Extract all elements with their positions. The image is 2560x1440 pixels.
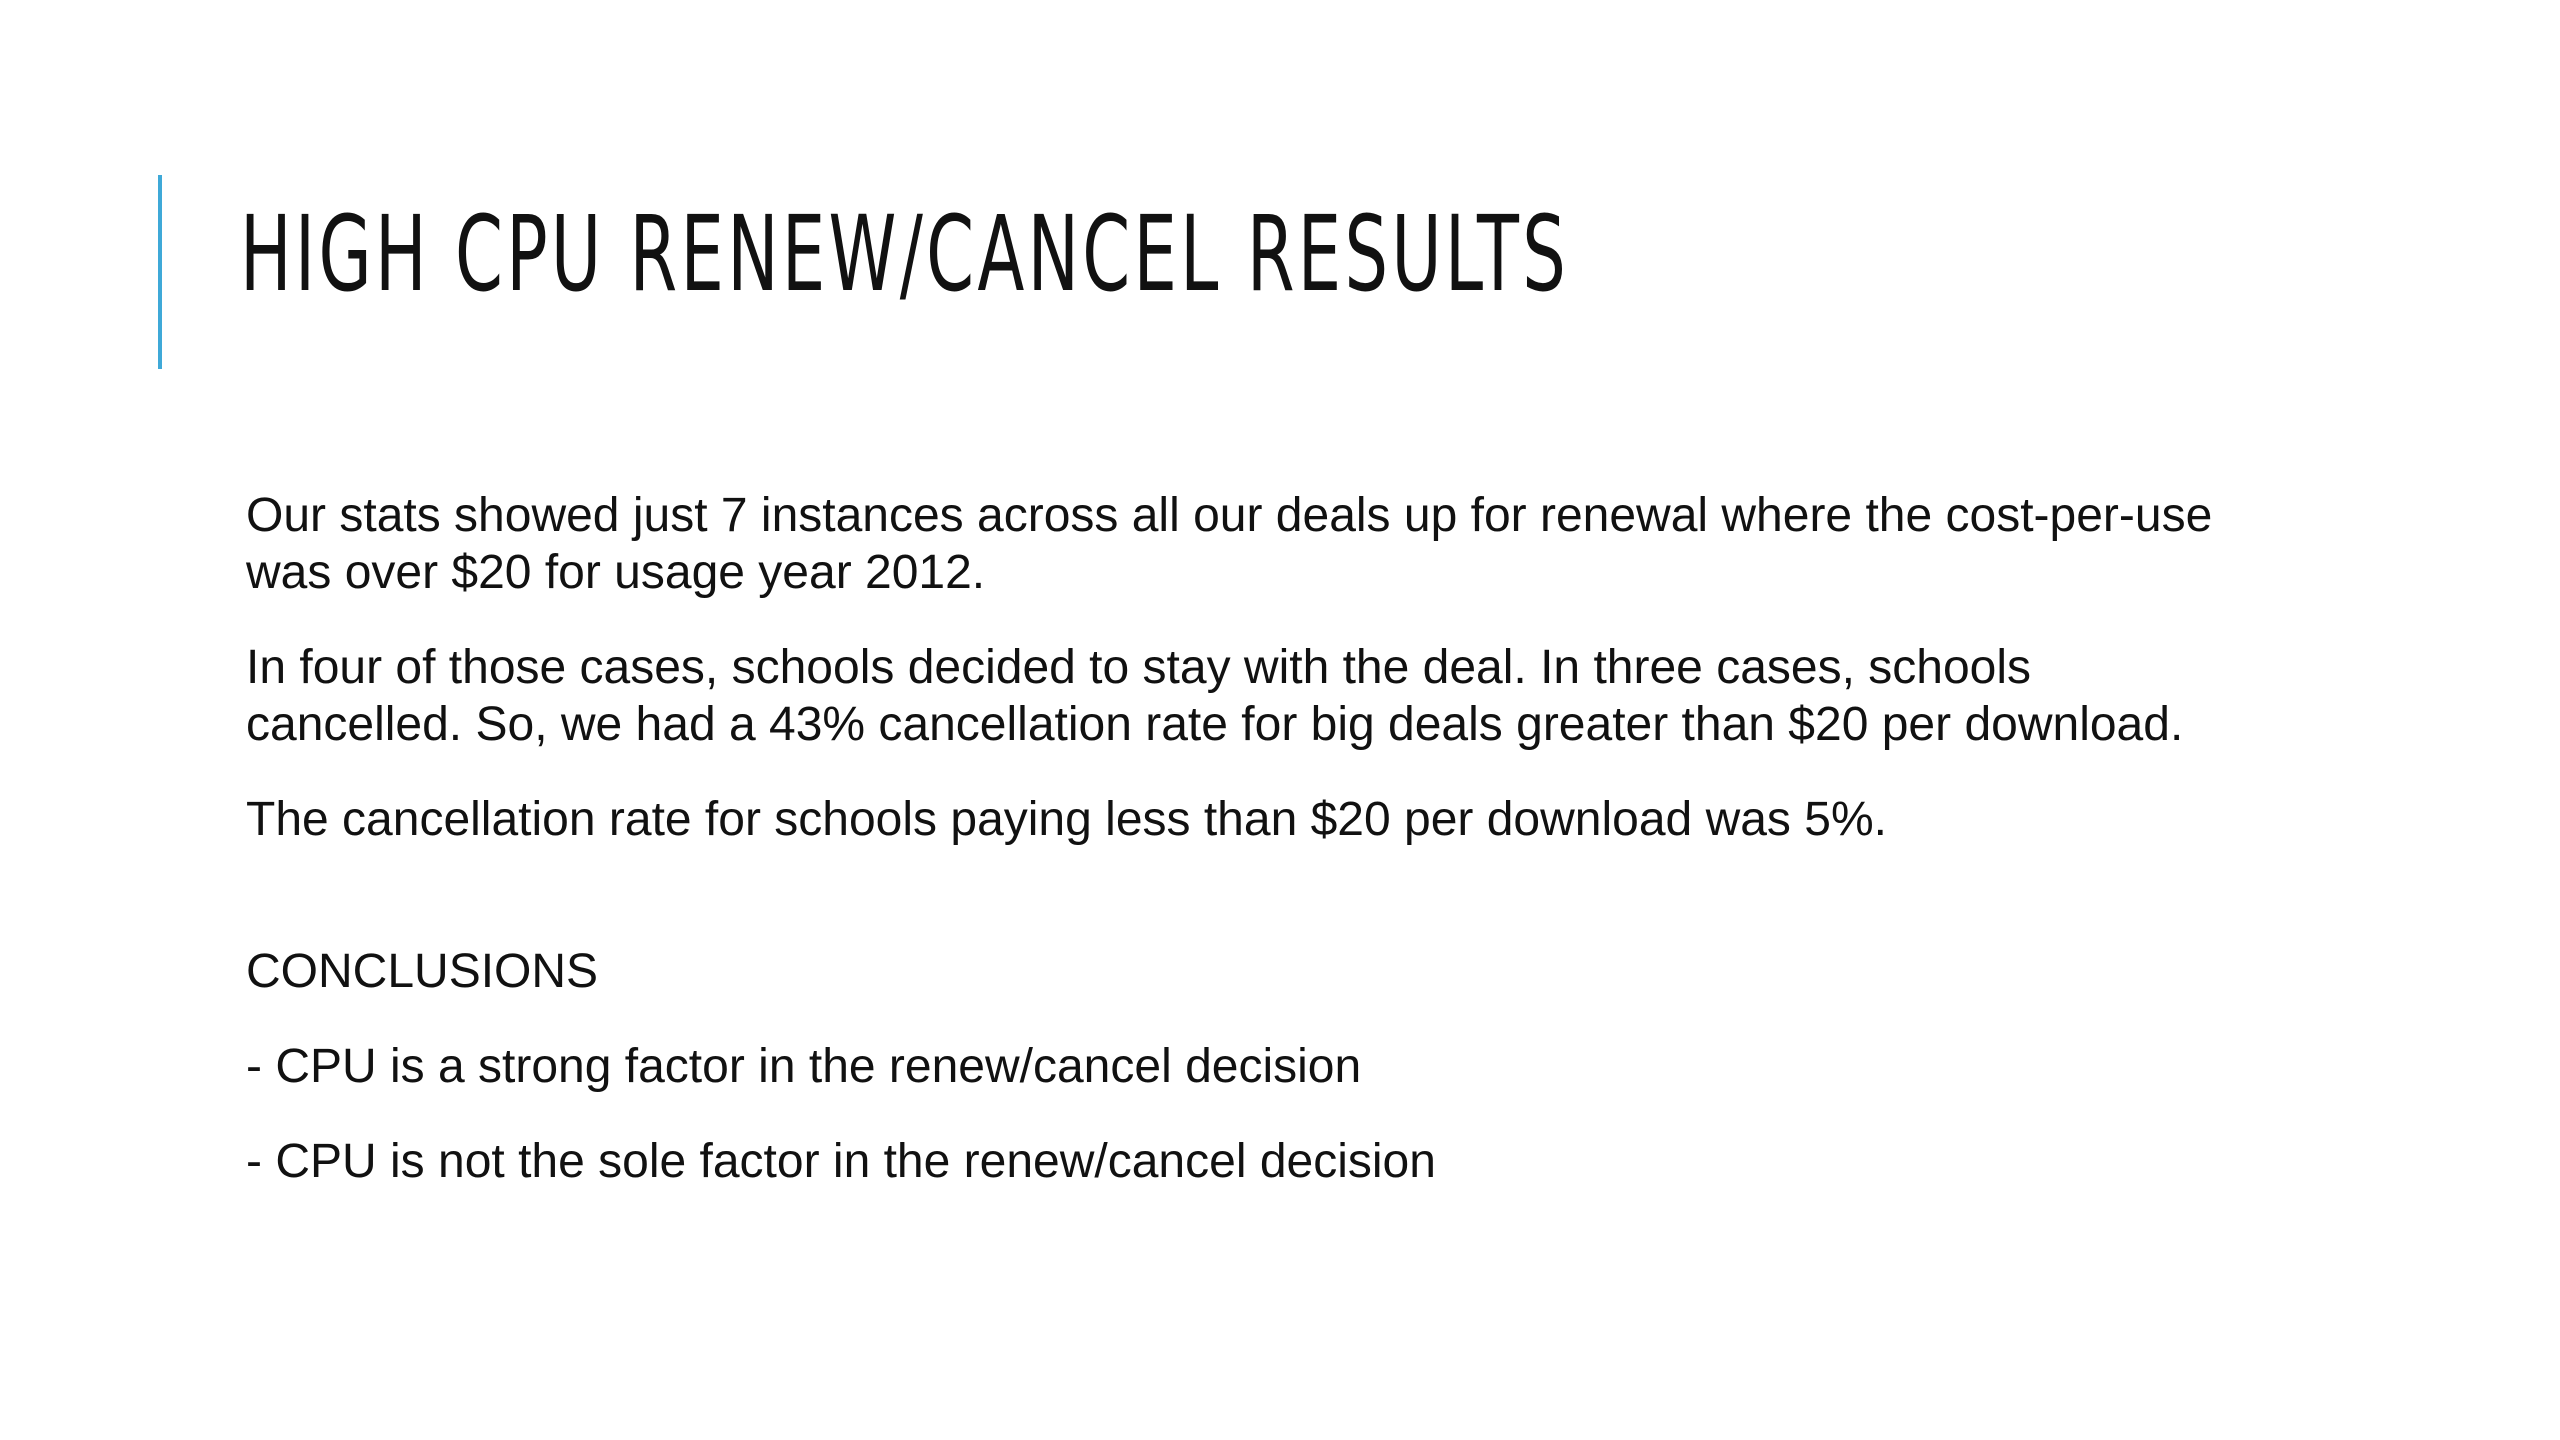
slide-title: HIGH CPU RENEW/CANCEL RESULTS: [240, 193, 1570, 315]
body-spacer: [246, 886, 2246, 943]
slide-body: [246, 487, 2246, 1228]
conclusion-item-2: - CPU is not the sole factor in the renew/cancel decision: [246, 1135, 1436, 1188]
conclusions-heading: CONCLUSIONS: [246, 945, 599, 998]
conclusion-item-1: - CPU is a strong factor in the renew/cancel decision: [246, 1040, 1362, 1093]
body-paragraph-3: The cancellation rate for schools paying less than $20 per download was 5%.: [246, 793, 1887, 846]
body-paragraph-1: Our stats showed just 7 instances across all our deals up for renewal where the cost-per-use was over $20 for usage year 2012.: [246, 489, 2213, 599]
body-paragraph-2: In four of those cases, schools decided to stay with the deal. In three cases, schools cancelled. So, we had a 43% cancellation rate for big deals greater than $20 per download.: [246, 641, 2184, 751]
title-accent-bar: [158, 175, 162, 369]
